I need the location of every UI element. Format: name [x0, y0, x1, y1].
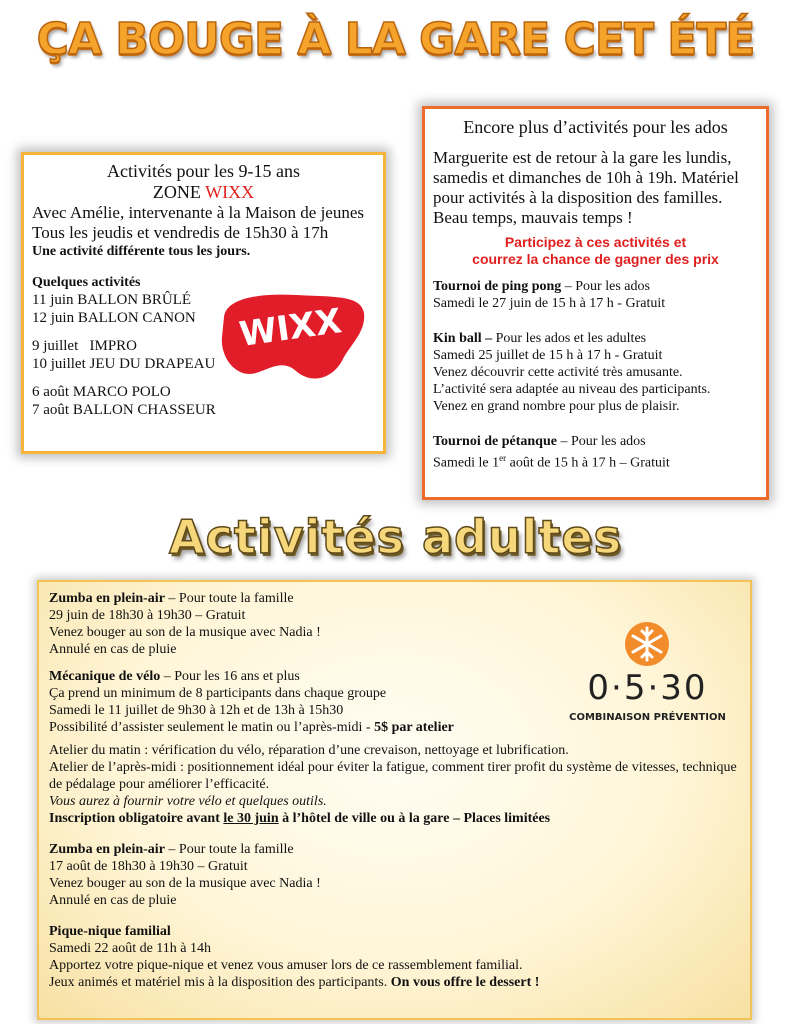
combinaison-prevention-logo [565, 620, 730, 740]
velo-registration: Inscription obligatoire avant le 30 juin à l’hôtel de ville ou à la gare – Places limitées [49, 811, 551, 826]
velo-title: Mécanique de vélo [49, 669, 161, 684]
petanque-title: Tournoi de pétanque [433, 434, 557, 449]
zumba2-note: Annulé en cas de pluie [49, 893, 177, 908]
youth-heading: Activités pour les 9-15 ans [107, 161, 300, 181]
zumba2-when: 17 août de 18h30 à 19h30 – Gratuit [49, 859, 248, 874]
prize-line2: courrez la chance de gagner des prix [472, 251, 719, 267]
zumba2-desc: Venez bouger au son de la musique avec Nadia ! [49, 876, 321, 891]
logo-number: 0·5·30 [587, 668, 708, 708]
wixx-logo [216, 287, 368, 387]
zumba1-note: Annulé en cas de pluie [49, 642, 177, 657]
velo-line: Ça prend un minimum de 8 participants dans chaque groupe [49, 686, 387, 701]
picnic-when: Samedi 22 août de 11h à 14h [49, 941, 212, 956]
kinball-audience: Pour les ados et les adultes [495, 331, 647, 346]
teens-heading: Encore plus d’activités pour les ados [463, 117, 728, 137]
kinball-title: Kin ball – [433, 331, 496, 346]
pingpong-audience: – Pour les ados [561, 279, 650, 294]
zone-line [32, 182, 375, 203]
pingpong-when: Samedi le 27 juin de 15 h à 17 h - Gratuit [433, 296, 666, 311]
petanque-when: Samedi le 1er août de 15 h à 17 h – Gratuit [433, 453, 670, 471]
youth-line2: Tous les jeudis et vendredis de 15h30 à 17h [32, 223, 329, 242]
picnic-desc: Apportez votre pique-nique et venez vous amuser lors de ce rassemblement familial. [49, 958, 523, 973]
kinball-desc: Venez découvrir cette activité très amusante. [433, 365, 683, 380]
picnic-desc: Jeux animés et matériel mis à la disposition des participants. [49, 975, 391, 990]
prize-line1: Participez à ces activités et [504, 234, 687, 250]
kinball-desc: L’activité sera adaptée au niveau des participants. [433, 382, 711, 397]
petanque-audience: – Pour les ados [556, 434, 646, 449]
velo-morning: Atelier du matin : vérification du vélo, réparation d’une crevaison, nettoyage et lubrification. [49, 743, 569, 758]
teens-activities-box [422, 106, 769, 500]
youth-line3: Une activité différente tous les jours. [32, 244, 251, 259]
velo-line: Samedi le 11 juillet de 9h30 à 12h et de 13h à 15h30 [49, 703, 344, 718]
picnic-title: Pique-nique familial [49, 924, 171, 939]
kinball-desc: Venez en grand nombre pour plus de plaisir. [433, 399, 680, 414]
velo-line: Possibilité d’assister seulement le matin ou l’après-midi - [49, 720, 375, 735]
zumba2-audience: – Pour toute la famille [164, 842, 294, 857]
zone-name: WIXX [205, 182, 255, 202]
zumba2-title: Zumba en plein-air [49, 842, 165, 857]
zumba1-desc: Venez bouger au son de la musique avec Nadia ! [49, 625, 321, 640]
velo-price: 5$ par atelier [374, 720, 454, 735]
activity-item: 6 août MARCO POLO [32, 384, 171, 400]
velo-afternoon: Atelier de l’après-midi : positionnement idéal pour éviter la fatigue, comment tirer profit du système de vitesses, technique de pédalage pour améliorer l’efficacité. [49, 760, 737, 792]
page-title: ÇA BOUGE À LA GARE CET ÉTÉ [36, 14, 755, 65]
pingpong-title: Tournoi de ping pong [433, 279, 562, 294]
velo-bring: Vous aurez à fournir votre vélo et quelques outils. [49, 794, 327, 809]
activity-item: 7 août BALLON CHASSEUR [32, 402, 216, 418]
activity-item: 11 juin BALLON BRÛLÉ [32, 292, 192, 308]
picnic-dessert: On vous offre le dessert ! [390, 975, 540, 990]
snowflake-icon [565, 620, 730, 672]
adults-section-title: Activités adultes [168, 510, 622, 564]
zumba1-when: 29 juin de 18h30 à 19h30 – Gratuit [49, 608, 246, 623]
logo-subtitle: COMBINAISON PRÉVENTION [569, 712, 726, 723]
velo-audience: – Pour les 16 ans et plus [160, 669, 300, 684]
teens-intro: Marguerite est de retour à la gare les lundis, samedis et dimanches de 10h à 19h. Matériel pour activités à la disposition des familles. Beau temps, mauvais temps ! [433, 148, 739, 227]
activity-item: 12 juin BALLON CANON [32, 310, 196, 326]
zone-prefix: ZONE [152, 182, 206, 202]
activities-title: Quelques activités [32, 275, 141, 290]
activity-item: 10 juillet JEU DU DRAPEAU [32, 356, 216, 372]
youth-line1: Avec Amélie, intervenante à la Maison de jeunes [32, 203, 365, 222]
zumba1-title: Zumba en plein-air [49, 591, 165, 606]
wixx-logo-text: WIXX [236, 301, 345, 356]
activity-item: 9 juillet IMPRO [32, 338, 138, 354]
kinball-when: Samedi 25 juillet de 15 h à 17 h - Gratuit [433, 348, 663, 363]
zumba1-audience: – Pour toute la famille [164, 591, 294, 606]
